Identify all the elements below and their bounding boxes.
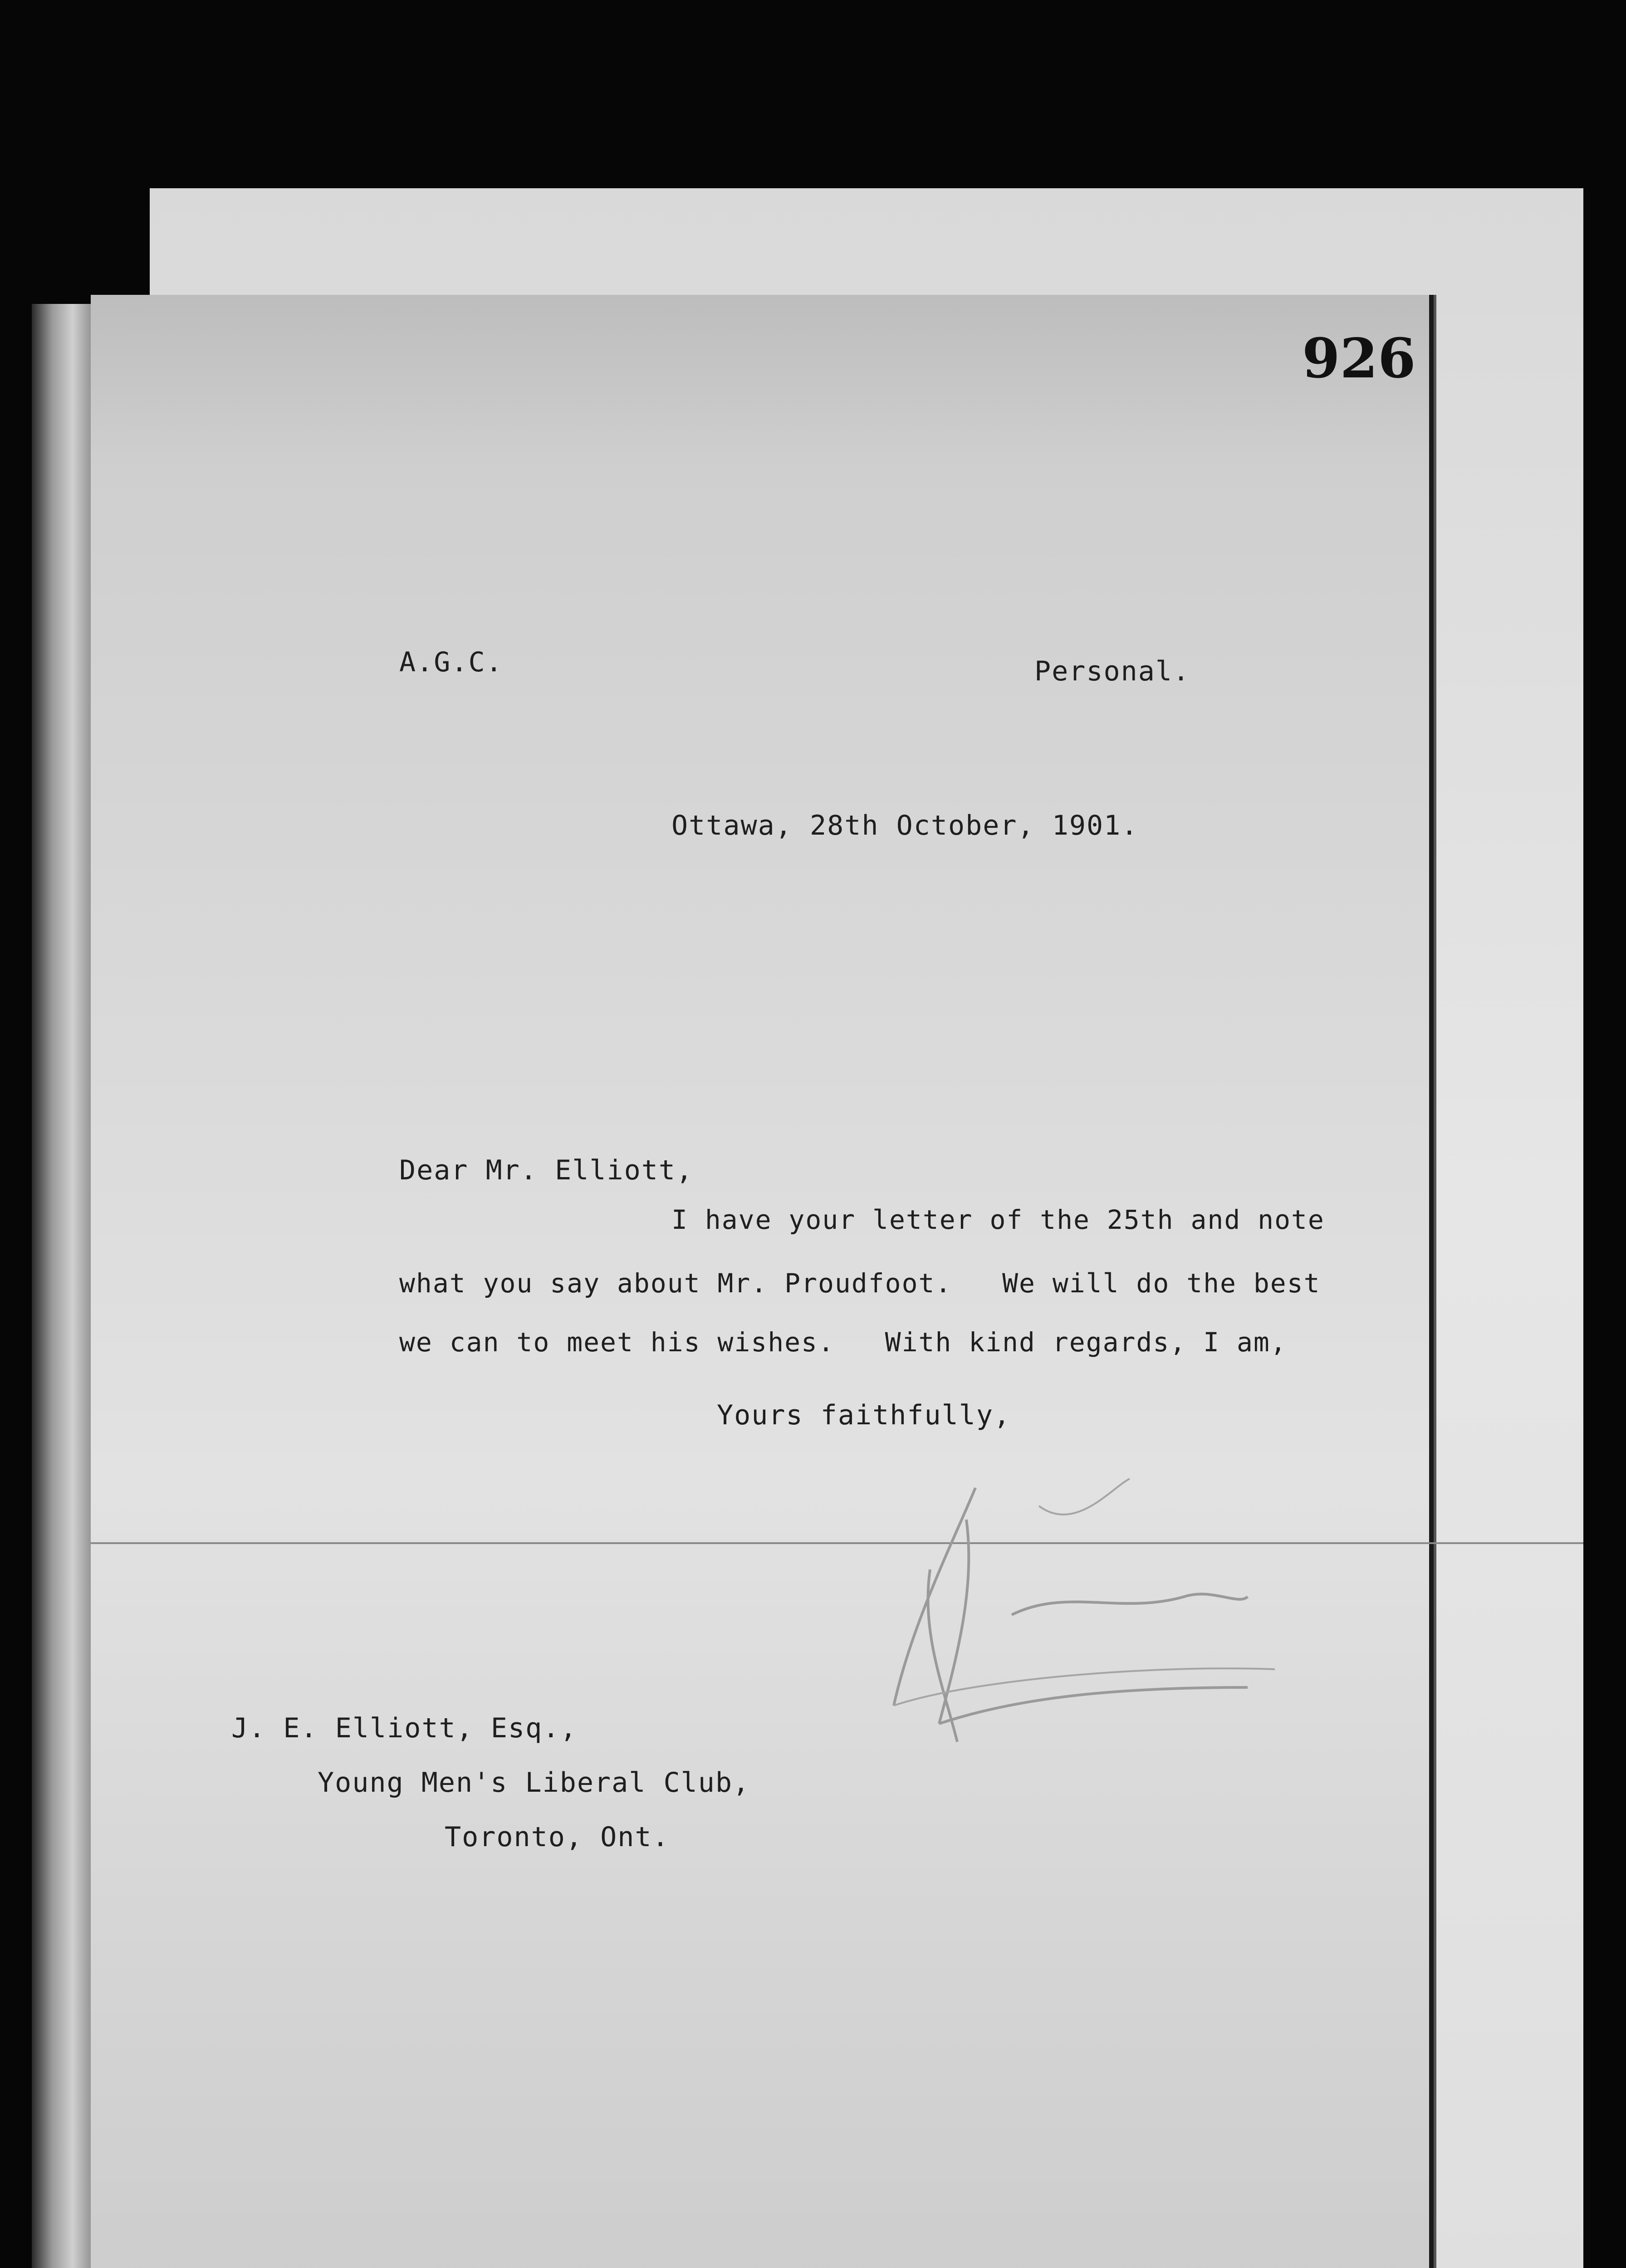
- dateline: Ottawa, 28th October, 1901.: [671, 810, 1139, 841]
- body-line: what you say about Mr. Proudfoot. We will do the best: [399, 1268, 1321, 1299]
- binding-strip: [32, 304, 100, 2268]
- fold-line: [91, 1542, 1583, 1544]
- header-initials: A.G.C.: [399, 646, 503, 678]
- addressee-name: J. E. Elliott, Esq.,: [231, 1712, 578, 1744]
- personal-marking: Personal.: [1034, 655, 1190, 687]
- page-number: 926: [1302, 327, 1416, 391]
- addressee-city: Toronto, Ont.: [445, 1821, 670, 1853]
- salutation: Dear Mr. Elliott,: [399, 1154, 694, 1186]
- signature: [839, 1452, 1293, 1769]
- body-line: I have your letter of the 25th and note: [671, 1204, 1325, 1235]
- closing: Yours faithfully,: [717, 1399, 1011, 1431]
- body-line: we can to meet his wishes. With kind regards, I am,: [399, 1327, 1287, 1358]
- addressee-organization: Young Men's Liberal Club,: [318, 1767, 750, 1799]
